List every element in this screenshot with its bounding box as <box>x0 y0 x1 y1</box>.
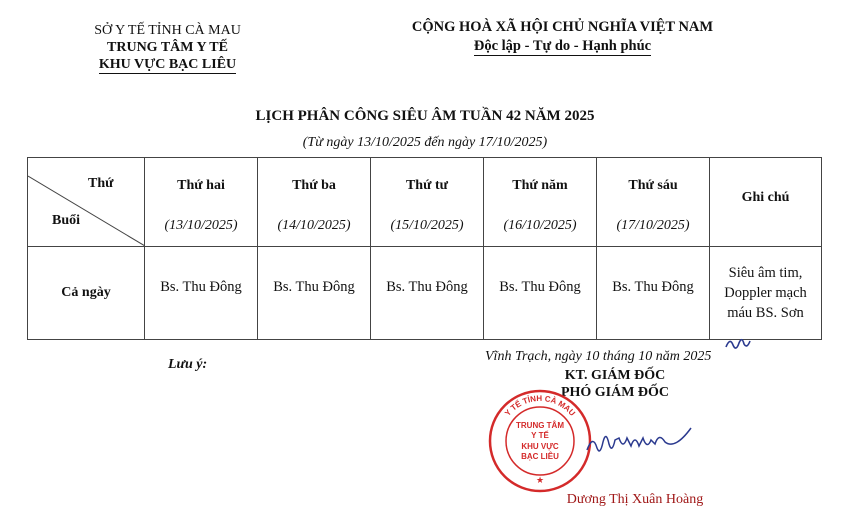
signer-name: Dương Thị Xuân Hoàng <box>566 492 704 507</box>
column-header-tue <box>258 158 371 247</box>
column-day: Thứ tư <box>405 178 449 193</box>
national-motto: Độc lập - Tự do - Hạnh phúc <box>473 38 652 54</box>
note-label: Lưu ý: <box>168 357 208 372</box>
column-day: Thứ sáu <box>628 178 678 193</box>
official-seal <box>487 388 593 494</box>
issuer-center: TRUNG TÂM Y TẾ <box>107 40 228 55</box>
seal-star-icon: ★ <box>535 475 545 485</box>
table-corner-cell <box>28 158 145 247</box>
seal-line: KHU VỰC <box>521 442 559 451</box>
notes-cell <box>710 247 822 340</box>
table-cell: Bs. Thu Đông <box>258 247 371 340</box>
column-header-fri <box>597 158 710 247</box>
note-line: máu BS. Sơn <box>727 305 804 321</box>
note-line: Siêu âm tim, <box>728 265 803 281</box>
issuer-block <box>60 22 275 74</box>
column-date: (13/10/2025) <box>164 218 238 233</box>
seal-ring-text: Y TẾ TỈNH CÀ MAU <box>503 393 577 418</box>
signature <box>585 420 695 465</box>
corner-day-label: Thứ <box>88 176 114 191</box>
place-date: Vĩnh Trạch, ngày 10 tháng 10 năm 2025 <box>485 349 712 364</box>
column-date: (15/10/2025) <box>390 218 464 233</box>
schedule-table <box>27 157 822 340</box>
column-header-thu <box>484 158 597 247</box>
note-line: Doppler mạch <box>724 285 807 301</box>
issuer-department: SỞ Y TẾ TỈNH CÀ MAU <box>94 23 241 38</box>
national-header <box>390 18 735 56</box>
seal-line: Y TẾ <box>531 431 549 440</box>
deputy-label: PHÓ GIÁM ĐỐC <box>560 385 670 400</box>
table-cell: Bs. Thu Đông <box>597 247 710 340</box>
table-cell: Bs. Thu Đông <box>145 247 258 340</box>
document-title: LỊCH PHÂN CÔNG SIÊU ÂM TUẦN 42 NĂM 2025 <box>255 108 595 124</box>
national-title: CỘNG HOÀ XÃ HỘI CHỦ NGHĨA VIỆT NAM <box>411 19 714 35</box>
column-day: Thứ năm <box>512 178 568 193</box>
table-cell: Bs. Thu Đông <box>371 247 484 340</box>
seal-line: BẠC LIÊU <box>521 452 559 461</box>
column-date: (16/10/2025) <box>503 218 577 233</box>
document-subtitle: (Từ ngày 13/10/2025 đến ngày 17/10/2025) <box>302 135 548 150</box>
column-day: Thứ hai <box>177 178 225 193</box>
column-day: Thứ ba <box>292 178 336 193</box>
notes-header: Ghi chú <box>741 190 790 205</box>
seal-line: TRUNG TÂM <box>516 421 564 430</box>
diagonal-line <box>28 158 145 246</box>
initial-scribble <box>724 335 752 355</box>
issuer-region: KHU VỰC BẠC LIÊU <box>98 57 237 72</box>
column-header-mon <box>145 158 258 247</box>
column-date: (17/10/2025) <box>616 218 690 233</box>
corner-session-label: Buổi <box>52 213 81 228</box>
column-date: (14/10/2025) <box>277 218 351 233</box>
column-header-wed <box>371 158 484 247</box>
kt-label: KT. GIÁM ĐỐC <box>564 368 666 383</box>
table-cell: Bs. Thu Đông <box>484 247 597 340</box>
column-header-notes <box>710 158 822 247</box>
row-label: Cả ngày <box>28 247 145 340</box>
